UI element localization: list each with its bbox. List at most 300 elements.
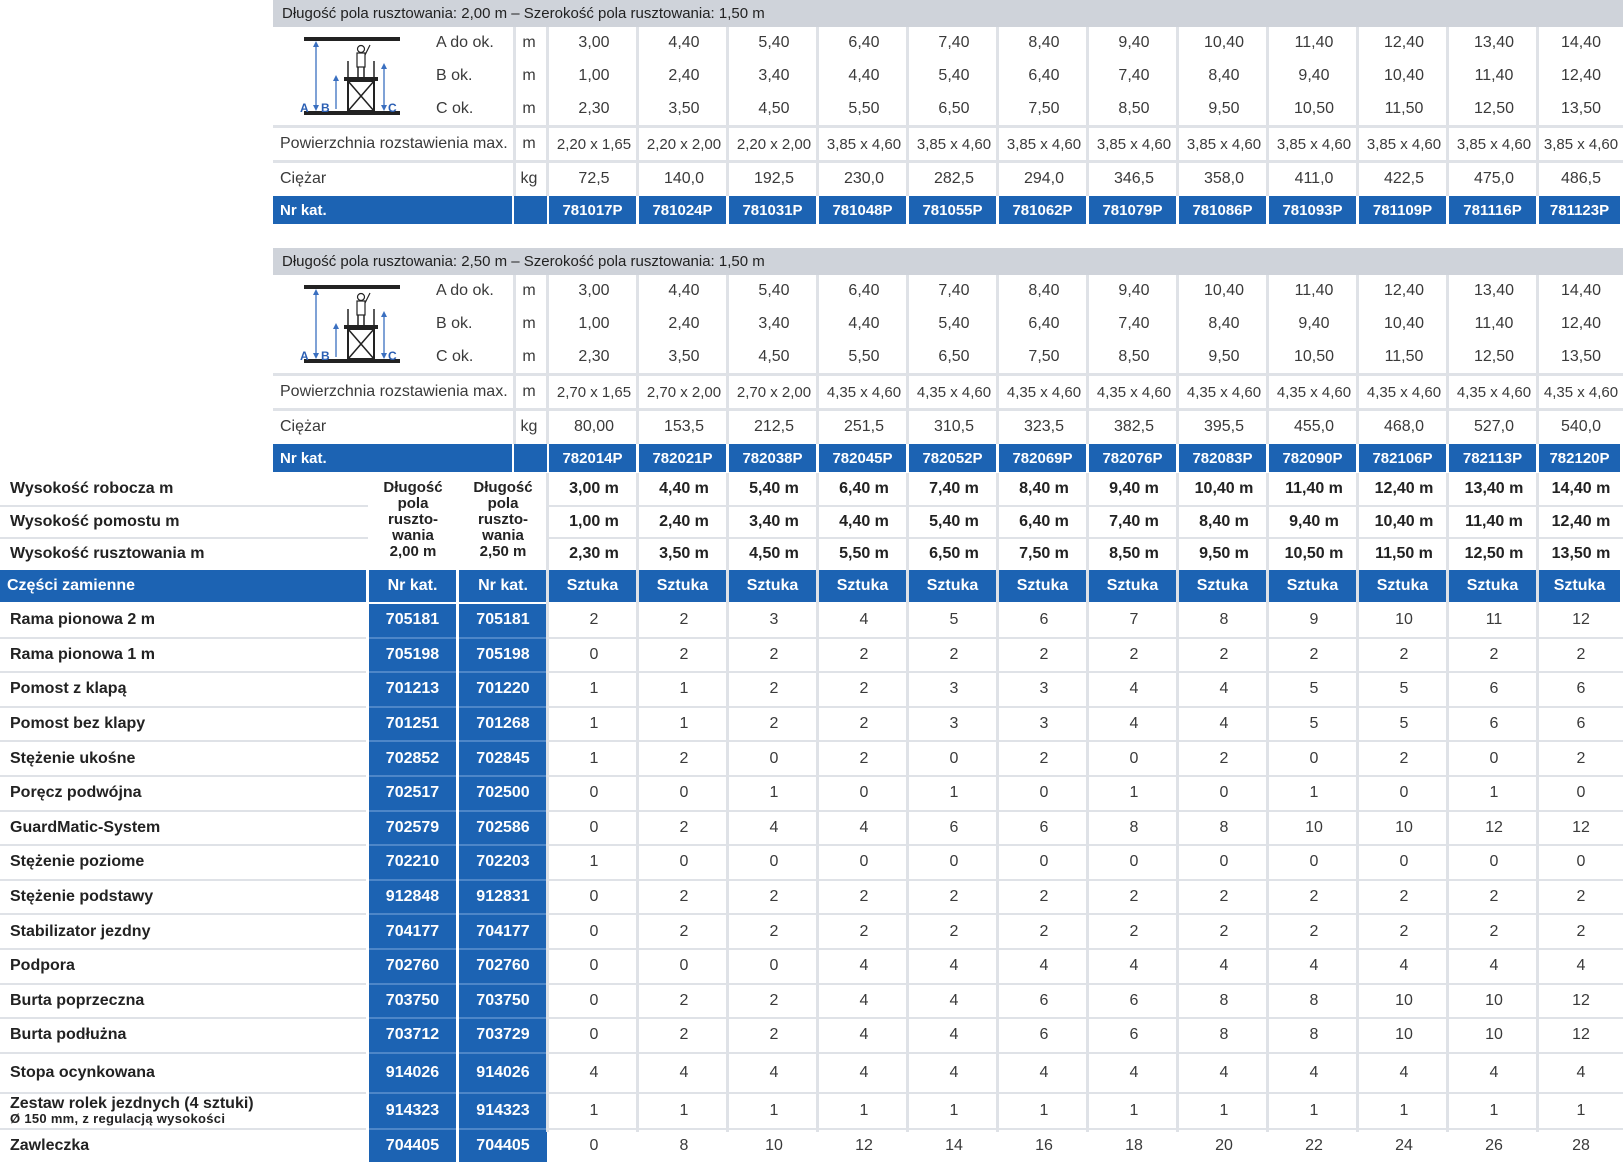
catalog-number[interactable]: 781048P — [819, 196, 906, 224]
part-quantity: 6 — [1576, 715, 1586, 733]
catalog-number[interactable]: 782052P — [909, 444, 996, 472]
part-catalog-number-200[interactable]: 705198 — [369, 639, 456, 672]
part-quantity: 9 — [1309, 611, 1319, 629]
dimension-value: 7,40 — [938, 282, 970, 300]
part-quantity: 10 — [1485, 1026, 1503, 1044]
dimension-value: 8,50 — [1118, 347, 1150, 365]
dimension-value: 12,40 — [1560, 67, 1602, 85]
part-catalog-number-200[interactable]: 701251 — [369, 708, 456, 741]
summary-label: Wysokość rusztowania m — [10, 545, 205, 563]
catalog-number[interactable]: 781062P — [999, 196, 1086, 224]
summary-value: 10,50 m — [1284, 545, 1344, 563]
dimension-value: 1,00 — [578, 315, 610, 333]
part-catalog-number-250[interactable]: 702760 — [459, 950, 547, 983]
part-catalog-number-200[interactable]: 914323 — [369, 1094, 456, 1128]
column-separator — [1356, 275, 1359, 444]
unit-label: m — [522, 67, 536, 85]
part-name — [3, 1094, 363, 1128]
catalog-number[interactable]: 781086P — [1179, 196, 1266, 224]
unit-label: kg — [520, 170, 538, 187]
unit-header: Sztuka — [1179, 570, 1266, 602]
weight-value: 475,0 — [1473, 170, 1515, 187]
unit-label: m — [522, 282, 536, 300]
part-quantity: 10 — [1395, 1026, 1413, 1044]
part-quantity: 1 — [1489, 1101, 1499, 1119]
dimension-value: 7,40 — [938, 34, 970, 52]
column-separator — [1176, 473, 1179, 1132]
part-quantity: 11 — [1485, 611, 1503, 629]
catalog-number[interactable]: 782113P — [1449, 444, 1536, 472]
part-catalog-number-200[interactable]: 702852 — [369, 742, 456, 775]
dimension-value: 3,00 — [578, 34, 610, 52]
part-quantity: 2 — [859, 645, 869, 663]
part-quantity: 6 — [949, 818, 959, 836]
weight-value: 323,5 — [1023, 418, 1065, 435]
part-quantity: 3 — [949, 715, 959, 733]
dimension-value: 4,40 — [668, 282, 700, 300]
part-quantity: 2 — [679, 1026, 689, 1044]
dimension-value: 14,40 — [1560, 282, 1602, 300]
dimension-value: 9,40 — [1298, 315, 1330, 333]
part-quantity: 6 — [1039, 991, 1049, 1009]
catalog-number[interactable]: 782106P — [1359, 444, 1446, 472]
part-catalog-number-200[interactable]: 703750 — [369, 985, 456, 1018]
catalog-number[interactable]: 781093P — [1269, 196, 1356, 224]
area-label: Powierzchnia rozstawienia max. — [280, 135, 508, 152]
weight-value: 230,0 — [843, 170, 885, 187]
part-catalog-number-250[interactable]: 702845 — [459, 742, 547, 775]
catalog-number[interactable]: 782120P — [1539, 444, 1620, 472]
part-quantity: 3 — [1039, 680, 1049, 698]
catalog-number[interactable]: 781017P — [549, 196, 636, 224]
area-value: 2,20 x 2,00 — [736, 135, 812, 153]
part-quantity: 2 — [949, 922, 959, 940]
area-value: 3,85 x 4,60 — [1366, 135, 1442, 153]
part-quantity: 2 — [1399, 645, 1409, 663]
unit-label: m — [522, 383, 536, 400]
unit-header: Sztuka — [909, 570, 996, 602]
part-quantity: 2 — [1399, 888, 1409, 906]
part-quantity: 2 — [679, 922, 689, 940]
catalog-number[interactable]: 782076P — [1089, 444, 1176, 472]
header-line: wania — [392, 527, 434, 544]
catalog-number[interactable]: 782014P — [549, 444, 636, 472]
part-quantity: 4 — [1576, 957, 1586, 975]
dimension-value: 11,40 — [1294, 282, 1334, 300]
part-catalog-number-200[interactable]: 912848 — [369, 881, 456, 914]
dimension-value: 7,40 — [1118, 67, 1150, 85]
part-quantity: 4 — [859, 1063, 869, 1081]
unit-header: Sztuka — [639, 570, 726, 602]
part-catalog-number-200[interactable]: 704405 — [369, 1130, 456, 1162]
part-quantity: 3 — [769, 611, 779, 629]
summary-value: 5,50 m — [839, 545, 889, 563]
unit-header: Sztuka — [819, 570, 906, 602]
column-separator — [1536, 473, 1539, 1132]
part-quantity: 4 — [1219, 1063, 1229, 1081]
dimension-value: 13,50 — [1560, 347, 1602, 365]
catalog-number[interactable]: 781055P — [909, 196, 996, 224]
part-quantity: 2 — [1576, 749, 1586, 767]
catalog-number[interactable]: 781024P — [639, 196, 726, 224]
dimension-value: 9,40 — [1118, 34, 1150, 52]
field-length-header — [368, 471, 458, 569]
column-separator — [1176, 27, 1179, 196]
part-quantity: 10 — [1395, 991, 1413, 1009]
part-quantity: 4 — [1489, 957, 1499, 975]
part-quantity: 12 — [1572, 1026, 1590, 1044]
summary-label: Wysokość pomostu m — [10, 512, 180, 530]
part-quantity: 4 — [1219, 715, 1229, 733]
summary-value: 3,40 m — [749, 512, 799, 530]
summary-value: 4,40 m — [659, 480, 709, 498]
part-quantity: 8 — [1219, 818, 1229, 836]
part-quantity: 0 — [589, 818, 599, 836]
part-catalog-number-250[interactable]: 703750 — [459, 985, 547, 1018]
area-value: 4,35 x 4,60 — [1006, 383, 1082, 401]
weight-value: 251,5 — [843, 418, 885, 435]
part-quantity: 6 — [1039, 611, 1049, 629]
dimension-value: 11,50 — [1384, 99, 1424, 117]
column-separator — [1536, 275, 1539, 444]
area-value: 3,85 x 4,60 — [1186, 135, 1262, 153]
column-separator — [1446, 473, 1449, 1132]
part-catalog-number-200[interactable]: 914026 — [369, 1054, 456, 1092]
part-quantity: 0 — [1489, 749, 1499, 767]
part-quantity: 5 — [1309, 680, 1319, 698]
summary-value: 9,40 m — [1289, 512, 1339, 530]
part-quantity: 4 — [1219, 680, 1229, 698]
catalog-number[interactable]: 781116P — [1449, 196, 1536, 224]
area-value: 2,70 x 2,00 — [736, 383, 812, 401]
part-quantity: 2 — [1309, 645, 1319, 663]
part-quantity: 2 — [769, 1026, 779, 1044]
column-separator — [636, 27, 639, 196]
column-separator — [906, 275, 909, 444]
part-catalog-number-200[interactable]: 702760 — [369, 950, 456, 983]
part-quantity: 2 — [1129, 645, 1139, 663]
part-quantity: 4 — [1399, 957, 1409, 975]
column-separator — [456, 570, 459, 1132]
dimension-value: 9,40 — [1118, 282, 1150, 300]
scaffold-diagram-icon — [292, 279, 402, 369]
weight-value: 282,5 — [933, 170, 975, 187]
part-quantity: 10 — [765, 1137, 783, 1155]
summary-value: 5,40 m — [929, 512, 979, 530]
part-quantity: 4 — [949, 957, 959, 975]
dimension-value: 8,40 — [1028, 34, 1060, 52]
catalog-number[interactable]: 782069P — [999, 444, 1086, 472]
weight-value: 153,5 — [663, 418, 705, 435]
column-separator — [906, 27, 909, 196]
dimension-value: 2,30 — [578, 99, 610, 117]
dimension-value: 2,40 — [668, 67, 700, 85]
part-quantity: 4 — [589, 1063, 599, 1081]
summary-value: 4,40 m — [839, 512, 889, 530]
summary-label: Wysokość robocza m — [10, 480, 174, 498]
summary-value: 13,40 m — [1464, 480, 1524, 498]
part-quantity: 4 — [1576, 1063, 1586, 1081]
part-catalog-number-250[interactable]: 705181 — [459, 604, 547, 637]
dimension-value: 8,40 — [1208, 67, 1240, 85]
dimension-value: 5,40 — [938, 315, 970, 333]
unit-header: Sztuka — [999, 570, 1086, 602]
part-quantity: 2 — [859, 888, 869, 906]
part-quantity: 4 — [1039, 1063, 1049, 1081]
part-quantity: 20 — [1215, 1137, 1233, 1155]
part-catalog-number-250[interactable]: 704405 — [459, 1130, 547, 1162]
summary-value: 2,30 m — [569, 545, 619, 563]
part-quantity: 1 — [1309, 1101, 1319, 1119]
part-quantity: 1 — [589, 715, 599, 733]
part-catalog-number-250[interactable]: 914323 — [459, 1094, 547, 1128]
dimension-label: A do ok. — [436, 282, 494, 300]
header-line: ruszto- — [478, 511, 528, 528]
area-value: 2,70 x 1,65 — [556, 383, 632, 401]
catalog-number[interactable]: 782038P — [729, 444, 816, 472]
unit-header: Sztuka — [1089, 570, 1176, 602]
part-quantity: 2 — [1039, 645, 1049, 663]
part-name: Zawleczka — [10, 1137, 90, 1155]
catalog-unit-empty — [514, 444, 547, 472]
column-separator — [1446, 275, 1449, 444]
dimension-value: 9,50 — [1208, 99, 1240, 117]
part-name: Pomost bez klapy — [10, 715, 146, 733]
dimension-value: 6,40 — [848, 34, 880, 52]
dimension-value: 13,40 — [1473, 34, 1515, 52]
part-quantity: 2 — [1219, 749, 1229, 767]
area-value: 3,85 x 4,60 — [1096, 135, 1172, 153]
catalog-number[interactable]: 782090P — [1269, 444, 1356, 472]
dimension-value: 6,40 — [1028, 67, 1060, 85]
summary-value: 8,50 m — [1109, 545, 1159, 563]
weight-value: 140,0 — [663, 170, 705, 187]
area-value: 3,85 x 4,60 — [1276, 135, 1352, 153]
column-separator — [513, 27, 516, 196]
column-separator — [546, 27, 549, 196]
area-value: 3,85 x 4,60 — [1456, 135, 1532, 153]
part-quantity: 2 — [769, 645, 779, 663]
part-quantity: 2 — [1489, 888, 1499, 906]
part-catalog-number-250[interactable]: 703729 — [459, 1019, 547, 1052]
summary-value: 9,40 m — [1109, 480, 1159, 498]
area-value: 4,35 x 4,60 — [1456, 383, 1532, 401]
part-quantity: 2 — [679, 611, 689, 629]
part-quantity: 1 — [1129, 1101, 1139, 1119]
dimension-value: 4,50 — [758, 347, 790, 365]
part-quantity: 2 — [1399, 749, 1409, 767]
area-value: 2,20 x 1,65 — [556, 135, 632, 153]
table-title-band: Długość pola rusztowania: 2,00 m – Szerokość pola rusztowania: 1,50 m — [273, 0, 1623, 27]
part-quantity: 1 — [679, 1101, 689, 1119]
weight-value: 455,0 — [1293, 418, 1335, 435]
part-quantity: 2 — [679, 645, 689, 663]
header-line: 2,50 m — [479, 543, 527, 560]
column-separator — [546, 275, 549, 444]
part-quantity: 0 — [589, 991, 599, 1009]
part-subtitle: Ø 150 mm, z regulacją wysokości — [10, 1110, 226, 1126]
catalog-number[interactable]: 781079P — [1089, 196, 1176, 224]
unit-header: Sztuka — [1359, 570, 1446, 602]
part-catalog-number-250[interactable]: 701220 — [459, 673, 547, 706]
dimension-value: 11,40 — [1474, 315, 1514, 333]
summary-value: 13,50 m — [1551, 545, 1611, 563]
part-catalog-number-200[interactable]: 705181 — [369, 604, 456, 637]
part-quantity: 0 — [1309, 749, 1319, 767]
dimension-value: 10,50 — [1293, 347, 1335, 365]
dimension-value: 7,50 — [1028, 99, 1060, 117]
part-quantity: 0 — [859, 853, 869, 871]
dimension-value: 3,50 — [668, 347, 700, 365]
column-separator — [1176, 275, 1179, 444]
part-catalog-number-250[interactable]: 702500 — [459, 777, 547, 810]
dimension-value: 9,40 — [1298, 67, 1330, 85]
part-quantity: 1 — [679, 715, 689, 733]
dimension-value: 5,50 — [848, 347, 880, 365]
header-line: ruszto- — [388, 511, 438, 528]
part-quantity: 1 — [1039, 1101, 1049, 1119]
part-quantity: 1 — [589, 749, 599, 767]
part-catalog-number-200[interactable]: 704177 — [369, 915, 456, 948]
part-catalog-number-200[interactable]: 702517 — [369, 777, 456, 810]
dimension-value: 3,00 — [578, 282, 610, 300]
part-quantity: 5 — [949, 611, 959, 629]
header-line: 2,00 m — [389, 543, 437, 560]
part-catalog-number-250[interactable]: 702203 — [459, 846, 547, 879]
part-catalog-number-250[interactable]: 914026 — [459, 1054, 547, 1092]
column-separator — [1356, 473, 1359, 1132]
part-name-text: Zestaw rolek jezdnych (4 sztuki) — [10, 1094, 254, 1112]
catalog-label: Nr kat. — [273, 196, 512, 224]
part-quantity: 2 — [679, 991, 689, 1009]
field-length-header — [458, 471, 548, 569]
part-quantity: 0 — [859, 784, 869, 802]
summary-value: 9,50 m — [1199, 545, 1249, 563]
column-separator — [1356, 27, 1359, 196]
weight-value: 346,5 — [1113, 170, 1155, 187]
part-quantity: 6 — [1129, 1026, 1139, 1044]
part-catalog-number-250[interactable]: 912831 — [459, 881, 547, 914]
part-quantity: 1 — [589, 1101, 599, 1119]
area-value: 4,35 x 4,60 — [1096, 383, 1172, 401]
unit-label: m — [522, 135, 536, 152]
catalog-number[interactable]: 782083P — [1179, 444, 1266, 472]
dimension-value: 9,50 — [1208, 347, 1240, 365]
unit-label: kg — [520, 418, 538, 435]
part-catalog-number-200[interactable]: 703712 — [369, 1019, 456, 1052]
part-quantity: 1 — [1219, 1101, 1229, 1119]
part-quantity: 0 — [769, 749, 779, 767]
part-catalog-number-200[interactable]: 701213 — [369, 673, 456, 706]
part-quantity: 8 — [679, 1137, 689, 1155]
part-quantity: 2 — [769, 922, 779, 940]
dimension-value: 6,50 — [938, 99, 970, 117]
summary-value: 11,40 m — [1465, 512, 1523, 530]
part-quantity: 0 — [769, 957, 779, 975]
summary-value: 10,40 m — [1374, 512, 1434, 530]
weight-value: 486,5 — [1560, 170, 1602, 187]
part-name: Rama pionowa 2 m — [10, 611, 155, 629]
part-catalog-number-250[interactable]: 704177 — [459, 915, 547, 948]
weight-label: Ciężar — [280, 418, 327, 435]
part-quantity: 10 — [1395, 611, 1413, 629]
part-quantity: 1 — [589, 853, 599, 871]
part-quantity: 2 — [1219, 645, 1229, 663]
dimension-value: 8,40 — [1028, 282, 1060, 300]
dimension-value: 11,40 — [1294, 34, 1334, 52]
part-quantity: 2 — [679, 888, 689, 906]
part-quantity: 0 — [679, 853, 689, 871]
summary-value: 8,40 m — [1019, 480, 1069, 498]
part-quantity: 8 — [1219, 991, 1229, 1009]
catalog-number[interactable]: 781031P — [729, 196, 816, 224]
part-quantity: 2 — [1489, 922, 1499, 940]
part-quantity: 0 — [1399, 853, 1409, 871]
dimension-label: A do ok. — [436, 34, 494, 52]
header-line: Długość — [473, 479, 533, 496]
part-quantity: 0 — [589, 922, 599, 940]
part-quantity: 2 — [1039, 749, 1049, 767]
part-quantity: 10 — [1485, 991, 1503, 1009]
part-catalog-number-200[interactable]: 702579 — [369, 812, 456, 845]
dimension-value: 4,40 — [668, 34, 700, 52]
weight-value: 411,0 — [1294, 170, 1334, 187]
area-value: 4,35 x 4,60 — [826, 383, 902, 401]
weight-label: Ciężar — [280, 170, 327, 187]
part-quantity: 0 — [1399, 784, 1409, 802]
catalog-number[interactable]: 781123P — [1539, 196, 1620, 224]
diagram-label: B — [321, 349, 330, 363]
weight-value: 395,5 — [1203, 418, 1245, 435]
area-value: 2,20 x 2,00 — [646, 135, 722, 153]
part-quantity: 2 — [769, 991, 779, 1009]
part-quantity: 12 — [1485, 818, 1503, 836]
part-name: Stężenie ukośne — [10, 749, 136, 767]
part-quantity: 1 — [679, 680, 689, 698]
part-quantity: 10 — [1305, 818, 1323, 836]
part-quantity: 2 — [769, 680, 779, 698]
part-name: Stopa ocynkowana — [10, 1063, 155, 1081]
unit-header: Sztuka — [549, 570, 636, 602]
part-catalog-number-250[interactable]: 702586 — [459, 812, 547, 845]
catalog-unit-empty — [514, 196, 547, 224]
catalog-number[interactable]: 781109P — [1359, 196, 1446, 224]
part-quantity: 2 — [1039, 888, 1049, 906]
catalog-number[interactable]: 782045P — [819, 444, 906, 472]
column-separator — [1266, 473, 1269, 1132]
dimension-value: 1,00 — [578, 67, 610, 85]
summary-value: 10,40 m — [1194, 480, 1254, 498]
part-catalog-number-200[interactable]: 702210 — [369, 846, 456, 879]
weight-value: 468,0 — [1383, 418, 1425, 435]
column-separator — [636, 275, 639, 444]
catalog-number[interactable]: 782021P — [639, 444, 726, 472]
weight-value: 80,00 — [573, 418, 615, 435]
column-separator — [996, 275, 999, 444]
unit-header: Sztuka — [1269, 570, 1356, 602]
part-catalog-number-250[interactable]: 701268 — [459, 708, 547, 741]
dimension-value: 3,40 — [758, 67, 790, 85]
column-separator — [366, 570, 369, 1132]
catalog-label: Nr kat. — [273, 444, 512, 472]
part-catalog-number-250[interactable]: 705198 — [459, 639, 547, 672]
part-quantity: 0 — [589, 1026, 599, 1044]
summary-value: 12,40 m — [1374, 480, 1434, 498]
part-quantity: 0 — [1576, 784, 1586, 802]
part-quantity: 7 — [1129, 611, 1139, 629]
dimension-value: 3,50 — [668, 99, 700, 117]
weight-value: 358,0 — [1203, 170, 1245, 187]
